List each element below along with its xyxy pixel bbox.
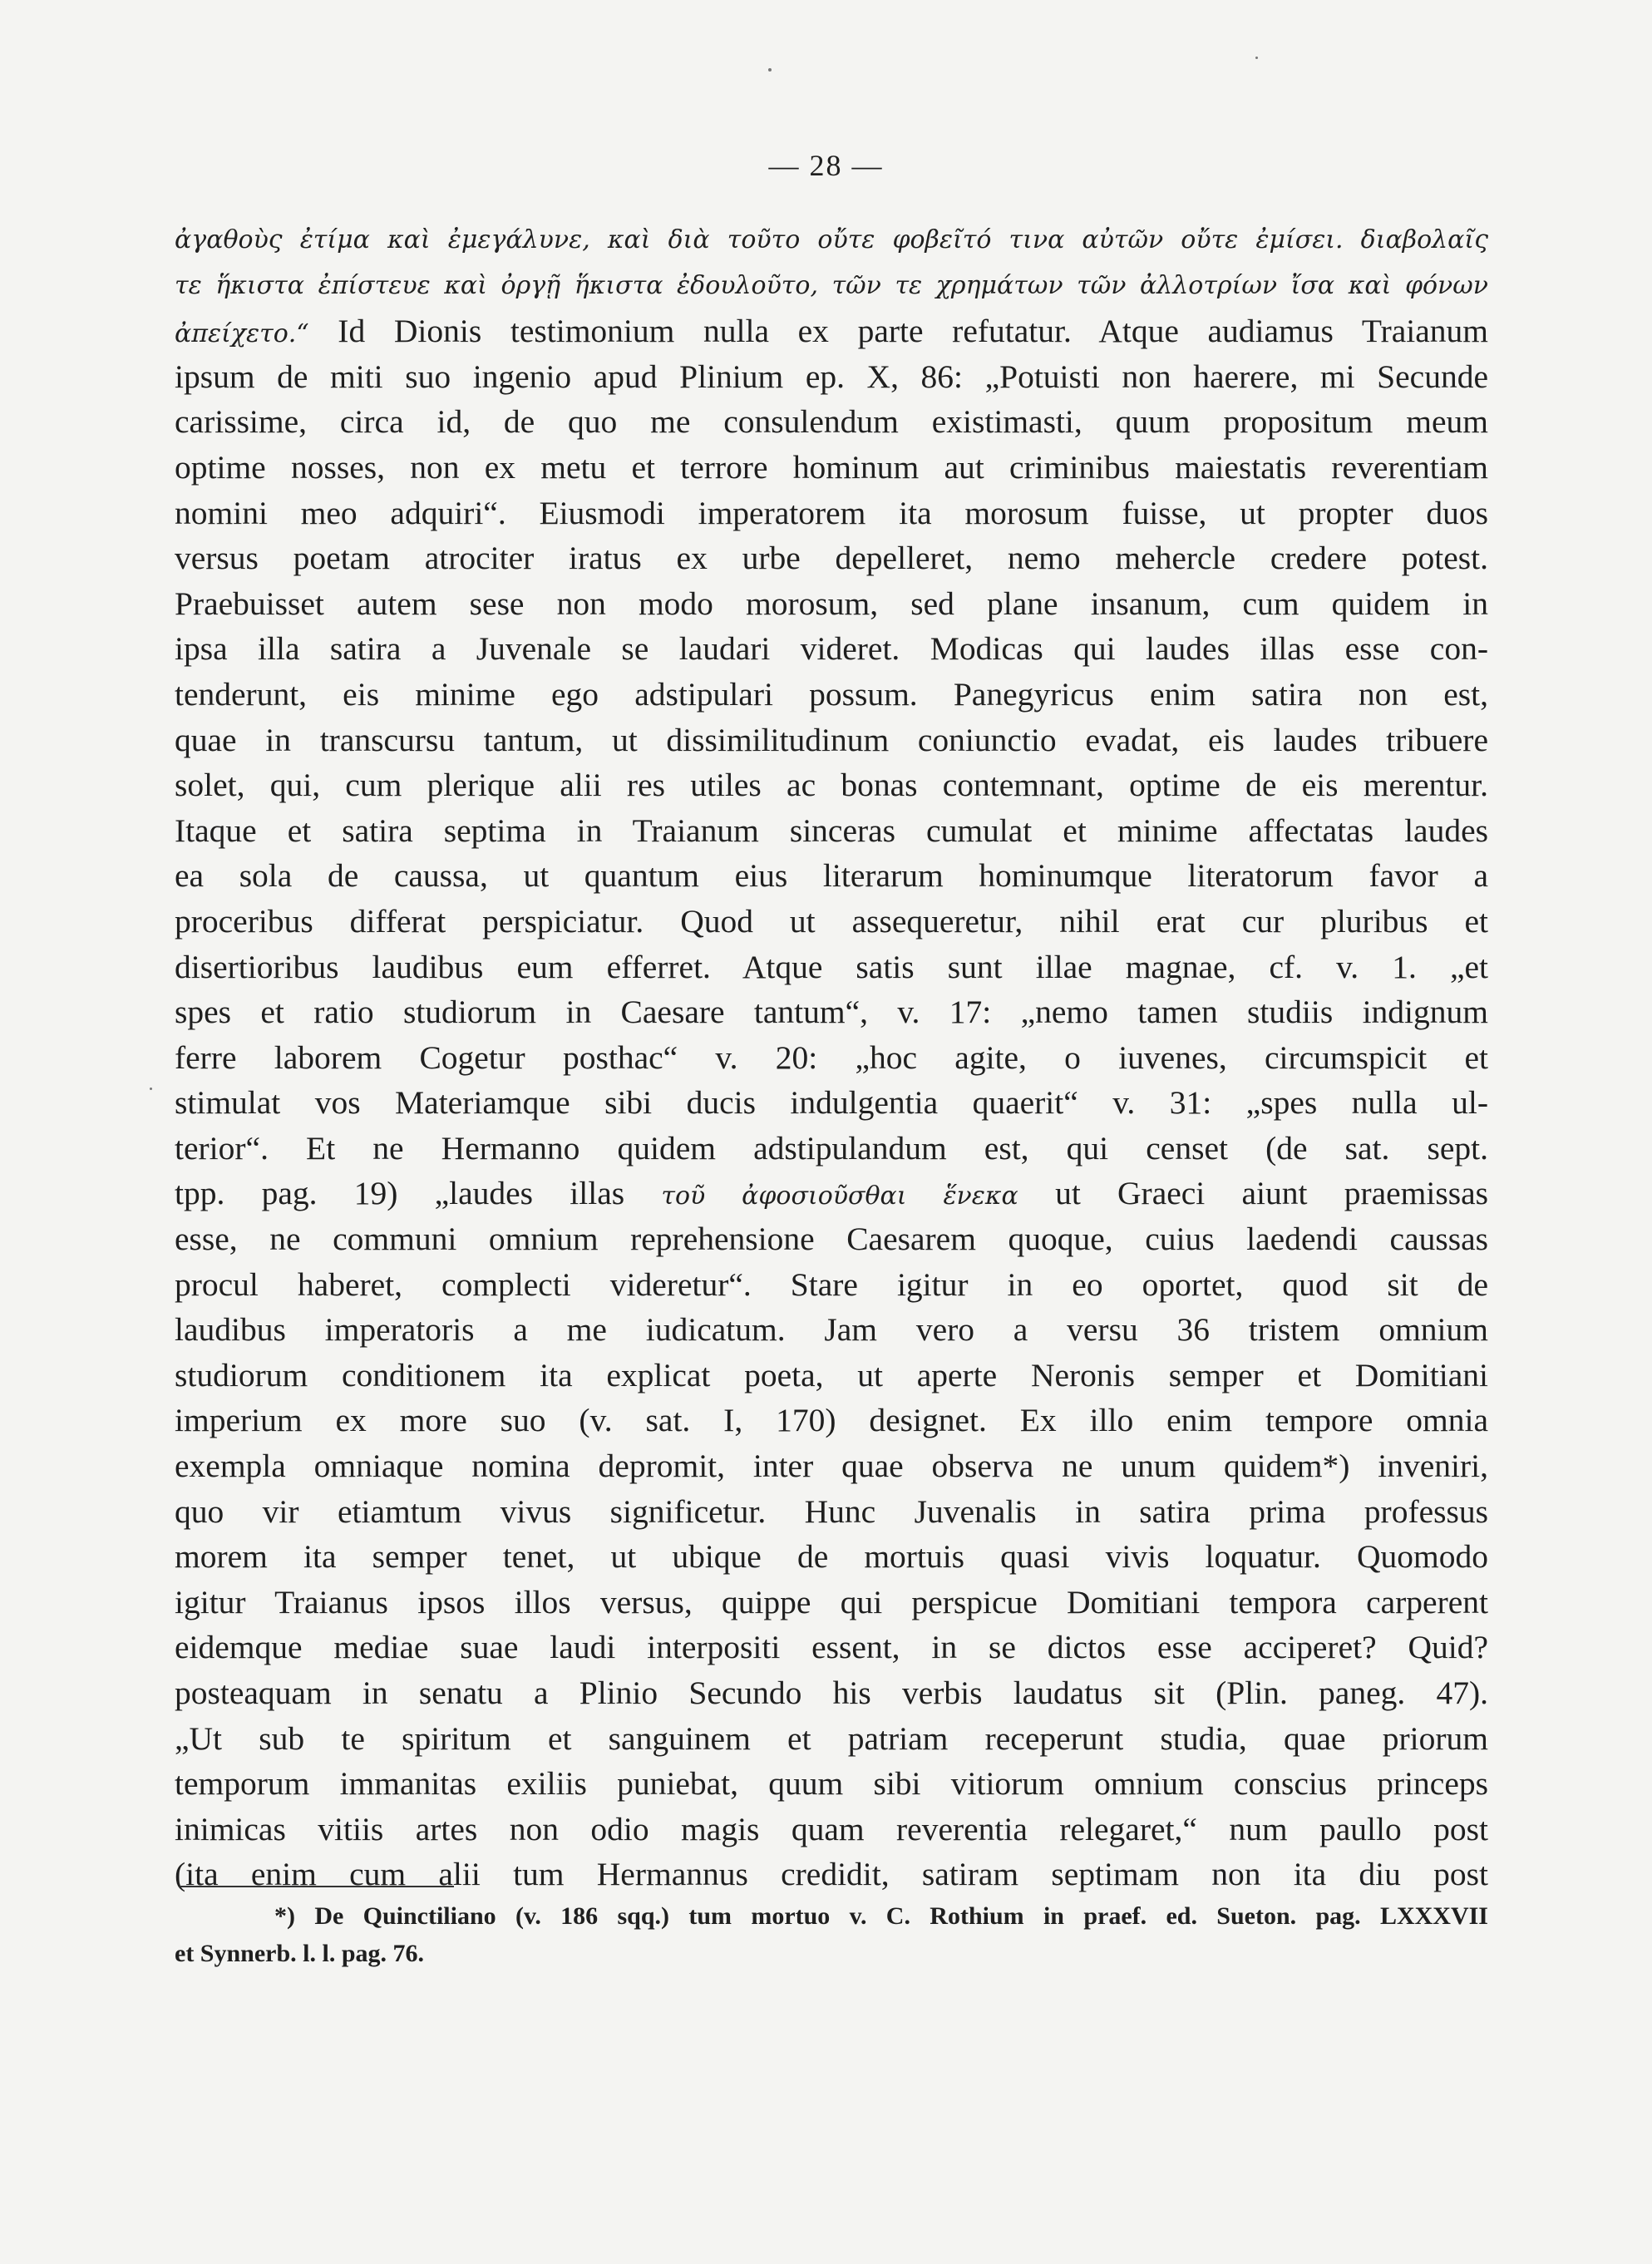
text-line: imperium ex more suo (v. sat. I, 170) designet. Ex illo enim tempore omnia [175, 1402, 1488, 1439]
greek-quote-line-1: ἀγαθοὺς ἐτίμα καὶ ἐμεγάλυνε, καὶ διὰ τοῦτο οὔτε φοβεῖτό τινα αὐτῶν οὔτε ἐμίσει. διαβολαῖς [175, 225, 1488, 254]
scan-speck [768, 68, 772, 72]
text-line: igitur Traianus ipsos illos versus, quippe qui perspicue Domitiani tempora carperent [175, 1583, 1488, 1620]
text-line: Praebuisset autem sese non modo morosum, sed plane insanum, cum quidem in [175, 584, 1488, 622]
text-line-22-end: ut Graeci aiunt praemissas [1055, 1175, 1489, 1212]
greek-quote-line-2: τε ἥκιστα ἐπίστευε καὶ ὀργῇ ἥκιστα ἐδουλοῦτο, τῶν τε χρημάτων τῶν ἀλλοτρίων ἴσα καὶ φόνων [175, 270, 1488, 300]
text-line: morem ita semper tenet, ut ubique de mortuis quasi vivis loquatur. Quomodo [175, 1538, 1488, 1576]
text-line: studiorum conditionem ita explicat poeta, ut aperte Neronis semper et Domitiani [175, 1356, 1488, 1393]
text-line-greek-phrase [175, 1171, 1488, 1216]
text-line: laudibus imperatoris a me iudicatum. Jam vero a versu 36 tristem omnium [175, 1311, 1488, 1349]
text-line: carissime, circa id, de quo me consulendum existimasti, quum propositum meum [175, 403, 1488, 441]
text-line: eidemque mediae suae laudi interpositi essent, in se dictos esse acciperet? Quid? [175, 1629, 1488, 1666]
scan-speck [150, 1088, 152, 1090]
text-line: optime nosses, non ex metu et terrore hominum aut criminibus maiestatis reverentiam [175, 448, 1488, 486]
text-line-22-start: tpp. pag. 19) „laudes illas [175, 1175, 625, 1212]
footnote [175, 1897, 1488, 1972]
text-line: disertioribus laudibus eum efferret. Atque satis sunt illae magnae, cf. v. 1. „et [175, 948, 1488, 985]
text-line: quo vir etiamtum vivus significetur. Hunc Juvenalis in satira prima professus [175, 1492, 1488, 1530]
text-line: inimicas vitiis artes non odio magis quam reverentia relegaret,“ num paullo post [175, 1810, 1488, 1847]
footnote-divider [180, 1886, 454, 1887]
scan-speck [1255, 57, 1258, 59]
text-line: (ita enim cum alii tum Hermannus credidit, satiram septimam non ita diu post [175, 1856, 1488, 1893]
text-line: terior“. Et ne Hermanno quidem adstipulandum est, qui censet (de sat. sept. [175, 1129, 1488, 1167]
text-line: spes et ratio studiorum in Caesare tantum“, v. 17: „nemo tamen studiis indignum [175, 994, 1488, 1031]
text-line: stimulat vos Materiamque sibi ducis indulgentia quaerit“ v. 31: „spes nulla ul- [175, 1084, 1488, 1122]
greek-quote-end: ἀπείχετο.“ [175, 319, 309, 349]
text-line: posteaquam in senatu a Plinio Secundo his verbis laudatus sit (Plin. paneg. 47). [175, 1675, 1488, 1711]
footnote-line-1: *) De Quinctiliano (v. 186 sqq.) tum mortuo v. C. Rothium in praef. ed. Sueton. pag. LXXXVII [274, 1902, 1488, 1930]
text-line: quae in transcursu tantum, ut dissimilitudinum coniunctio evadat, eis laudes tribuere [175, 721, 1488, 758]
text-line: ea sola de caussa, ut quantum eius literarum hominumque literatorum favor a [175, 857, 1488, 895]
page-number: — 28 — [768, 149, 884, 182]
text-line: proceribus differat perspiciatur. Quod ut assequeretur, nihil erat cur pluribus et [175, 902, 1488, 940]
text-line: tenderunt, eis minime ego adstipulari possum. Panegyricus enim satira non est, [175, 675, 1488, 713]
text-line: exempla omniaque nomina depromit, inter quae observa ne unum quidem*) inveniri, [175, 1448, 1488, 1485]
text-line: ferre laborem Cogetur posthac“ v. 20: „hoc agite, o iuvenes, circumspicit et [175, 1038, 1488, 1076]
text-line: ipsa illa satira a Juvenale se laudari videret. Modicas qui laudes illas esse con- [175, 630, 1488, 668]
greek-phrase: τοῦ ἀφοσιοῦσθαι ἕνεκα [661, 1181, 1018, 1211]
body-text [175, 218, 1488, 1897]
text-line: ipsum de miti suo ingenio apud Plinium ep. X, 86: „Potuisti non haerere, mi Secunde [175, 358, 1488, 395]
text-line: Itaque et satira septima in Traianum sinceras cumulat et minime affectatas laudes [175, 811, 1488, 849]
text-line: nomini meo adquiri“. Eiusmodi imperatorem ita morosum fuisse, ut propter duos [175, 494, 1488, 531]
text-line-3-latin: Id Dionis testimonium nulla ex parte refutatur. Atque audiamus Traianum [308, 313, 1488, 350]
text-line-3 [175, 308, 1488, 354]
text-line: procul haberet, complecti videretur“. Stare igitur in eo oportet, quod sit de [175, 1265, 1488, 1303]
text-line: versus poetam atrociter iratus ex urbe depelleret, nemo mehercle credere potest. [175, 540, 1488, 577]
text-line: „Ut sub te spiritum et sanguinem et patriam receperunt studia, quae priorum [175, 1719, 1488, 1757]
text-line: solet, qui, cum plerique alii res utiles ac bonas contemnant, optime de eis merentur. [175, 767, 1488, 804]
footnote-line-2: et Synnerb. l. l. pag. 76. [175, 1940, 425, 1967]
text-line: temporum immanitas exiliis puniebat, quum sibi vitiorum omnium conscius princeps [175, 1765, 1488, 1803]
text-line: esse, ne communi omnium reprehensione Caesarem quoque, cuius laedendi caussas [175, 1221, 1488, 1258]
